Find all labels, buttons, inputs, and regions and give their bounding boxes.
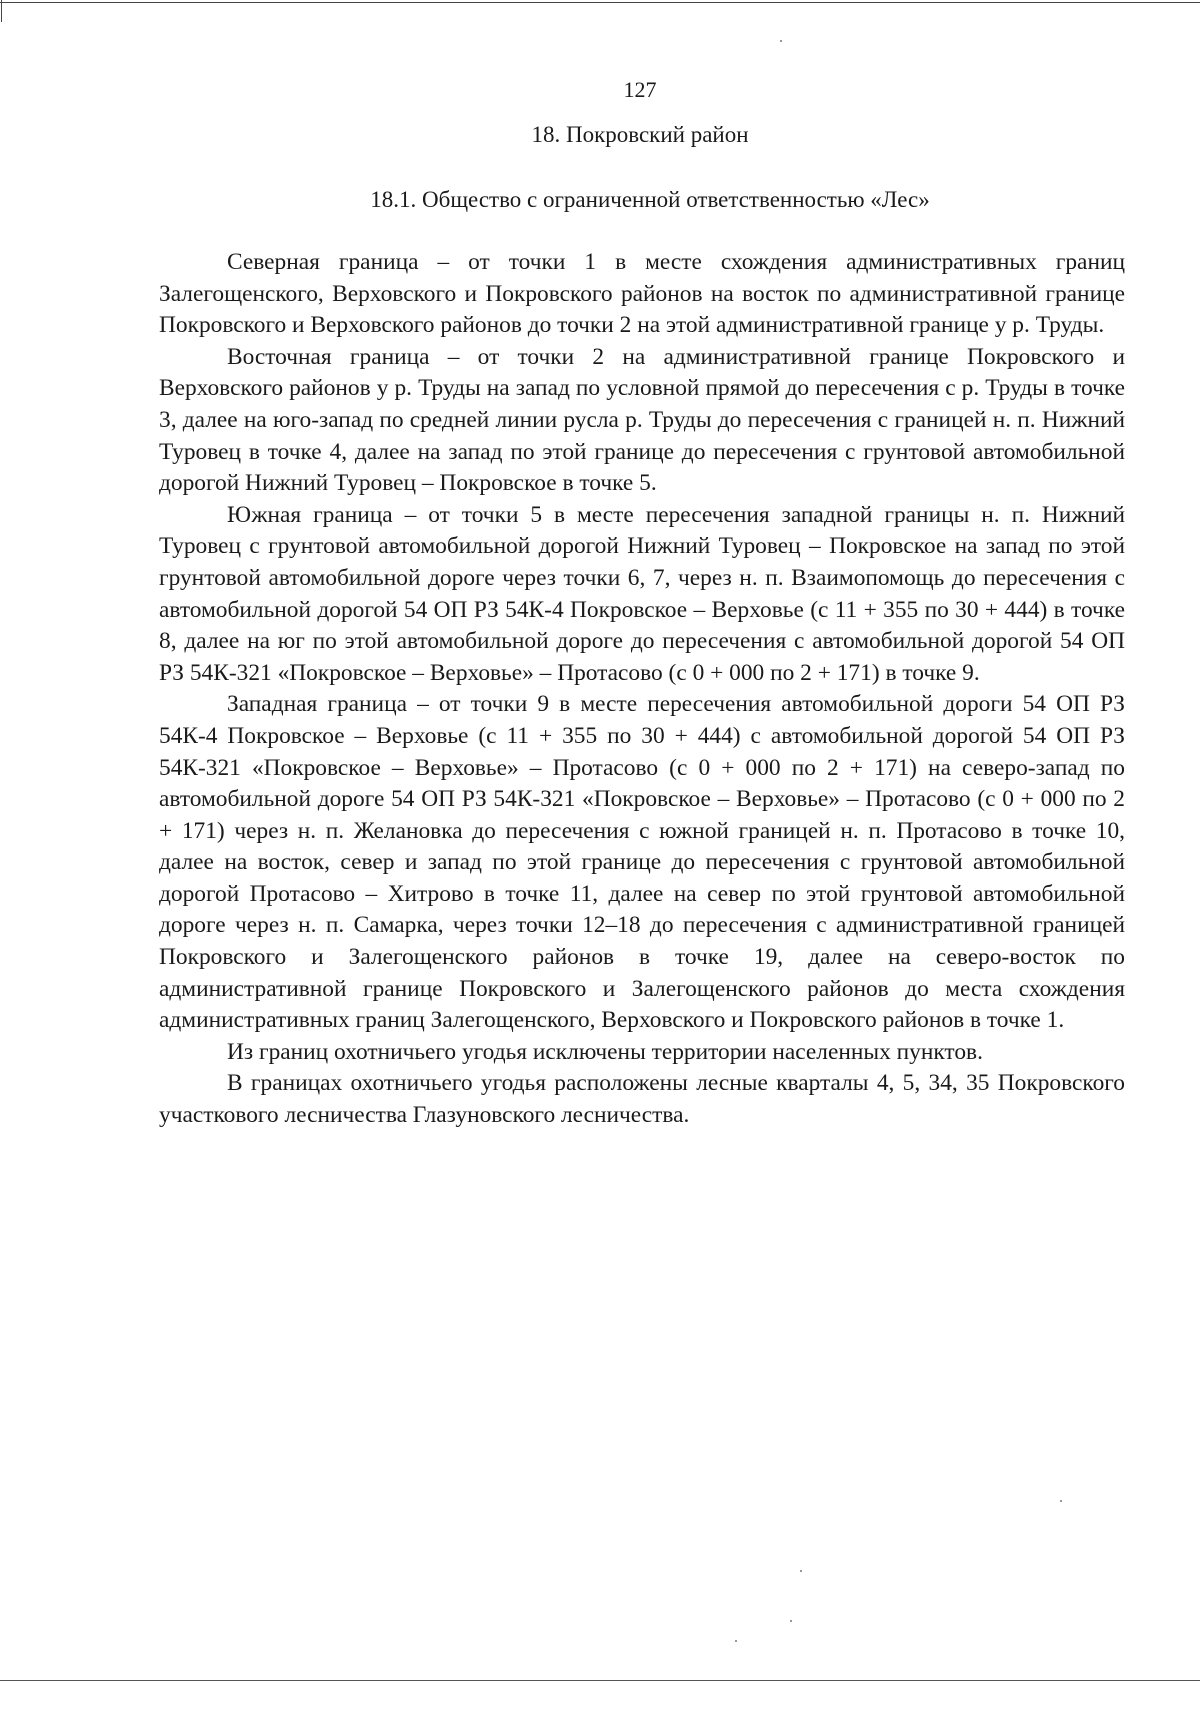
paragraph-southern-border: Южная граница – от точки 5 в месте пересечения западной границы н. п. Нижний Туровец с грунтовой автомобильной дорогой Нижний Туровец – Покровское на запад по этой грунтовой автомобильной дороге через точки 6, 7, через н. п. Взаимопомощь до пересечения с автомобильной дорогой 54 ОП РЗ 54К-4 Покровское – Верховье (с 11 + 355 по 30 + 444) в точке 8, далее на юг по этой автомобильной дороге до пересечения с автомобильной дорогой 54 ОП РЗ 54К-321 «Покровское – Верховье» – Протасово (с 0 + 000 по 2 + 171) в точке 9.: [159, 501, 1125, 686]
scan-speck: [735, 1640, 737, 1642]
document-body: [159, 247, 1125, 1132]
paragraph-northern-border: Северная граница – от точки 1 в месте схождения административных границ Залегощенского, Верховского и Покровского районов на восток по административной границе Покровского и Верховского районов до точки 2 на этой административной границе у р. Труды.: [159, 249, 1125, 339]
section-title: 18. Покровский район: [531, 122, 749, 147]
scan-speck: [790, 1620, 792, 1622]
paragraph-western-border: Западная граница – от точки 9 в месте пересечения автомобильной дороги 54 ОП РЗ 54К-4 Покровское – Верховье (с 11 + 355 по 30 + 444) с автомобильной дорогой 54 ОП РЗ 54К-321 «Покровское – Верховье» – Протасово (с 0 + 000 по 2 + 171) на северо-запад по автомобильной дороге 54 ОП РЗ 54К-321 «Покровское – Верховье» – Протасово (с 0 + 000 по 2 + 171) через н. п. Желановка до пересечения с южной границей н. п. Протасово в точке 10, далее на восток, север и запад по этой границе до пересечения с грунтовой автомобильной дорогой Протасово – Хитрово в точке 11, далее на север по этой грунтовой автомобильной дороге через н. п. Самарка, через точки 12–18 до пересечения с административной границей Покровского и Залегощенского районов в точке 19, далее на северо-восток по административной границе Покровского и Залегощенского районов до места схождения административных границ Залегощенского, Верховского и Покровского районов в точке 1.: [159, 691, 1125, 1034]
subsection-title: 18.1. Общество с ограниченной ответственностью «Лес»: [370, 187, 930, 212]
page-number: 127: [623, 77, 657, 102]
scan-speck: [1060, 1500, 1062, 1502]
scan-edge-top: [0, 2, 1200, 3]
paragraph-forest-quarters: В границах охотничьего угодья расположены лесные кварталы 4, 5, 34, 35 Покровского участкового лесничества Глазуновского лесничества.: [159, 1070, 1125, 1129]
paragraph-exclusions: Из границ охотничьего угодья исключены территории населенных пунктов.: [227, 1038, 983, 1065]
scan-edge-bottom: [0, 1680, 1200, 1681]
scan-speck: [800, 1570, 802, 1572]
scan-speck: [780, 40, 782, 42]
scan-edge-left: [1, 0, 2, 22]
paragraph-eastern-border: Восточная граница – от точки 2 на административной границе Покровского и Верховского районов у р. Труды на запад по условной прямой до пересечения с р. Труды в точке 3, далее на юго-запад по средней линии русла р. Труды до пересечения с границей н. п. Нижний Туровец в точке 4, далее на запад по этой границе до пересечения с грунтовой автомобильной дорогой Нижний Туровец – Покровское в точке 5.: [159, 343, 1125, 497]
